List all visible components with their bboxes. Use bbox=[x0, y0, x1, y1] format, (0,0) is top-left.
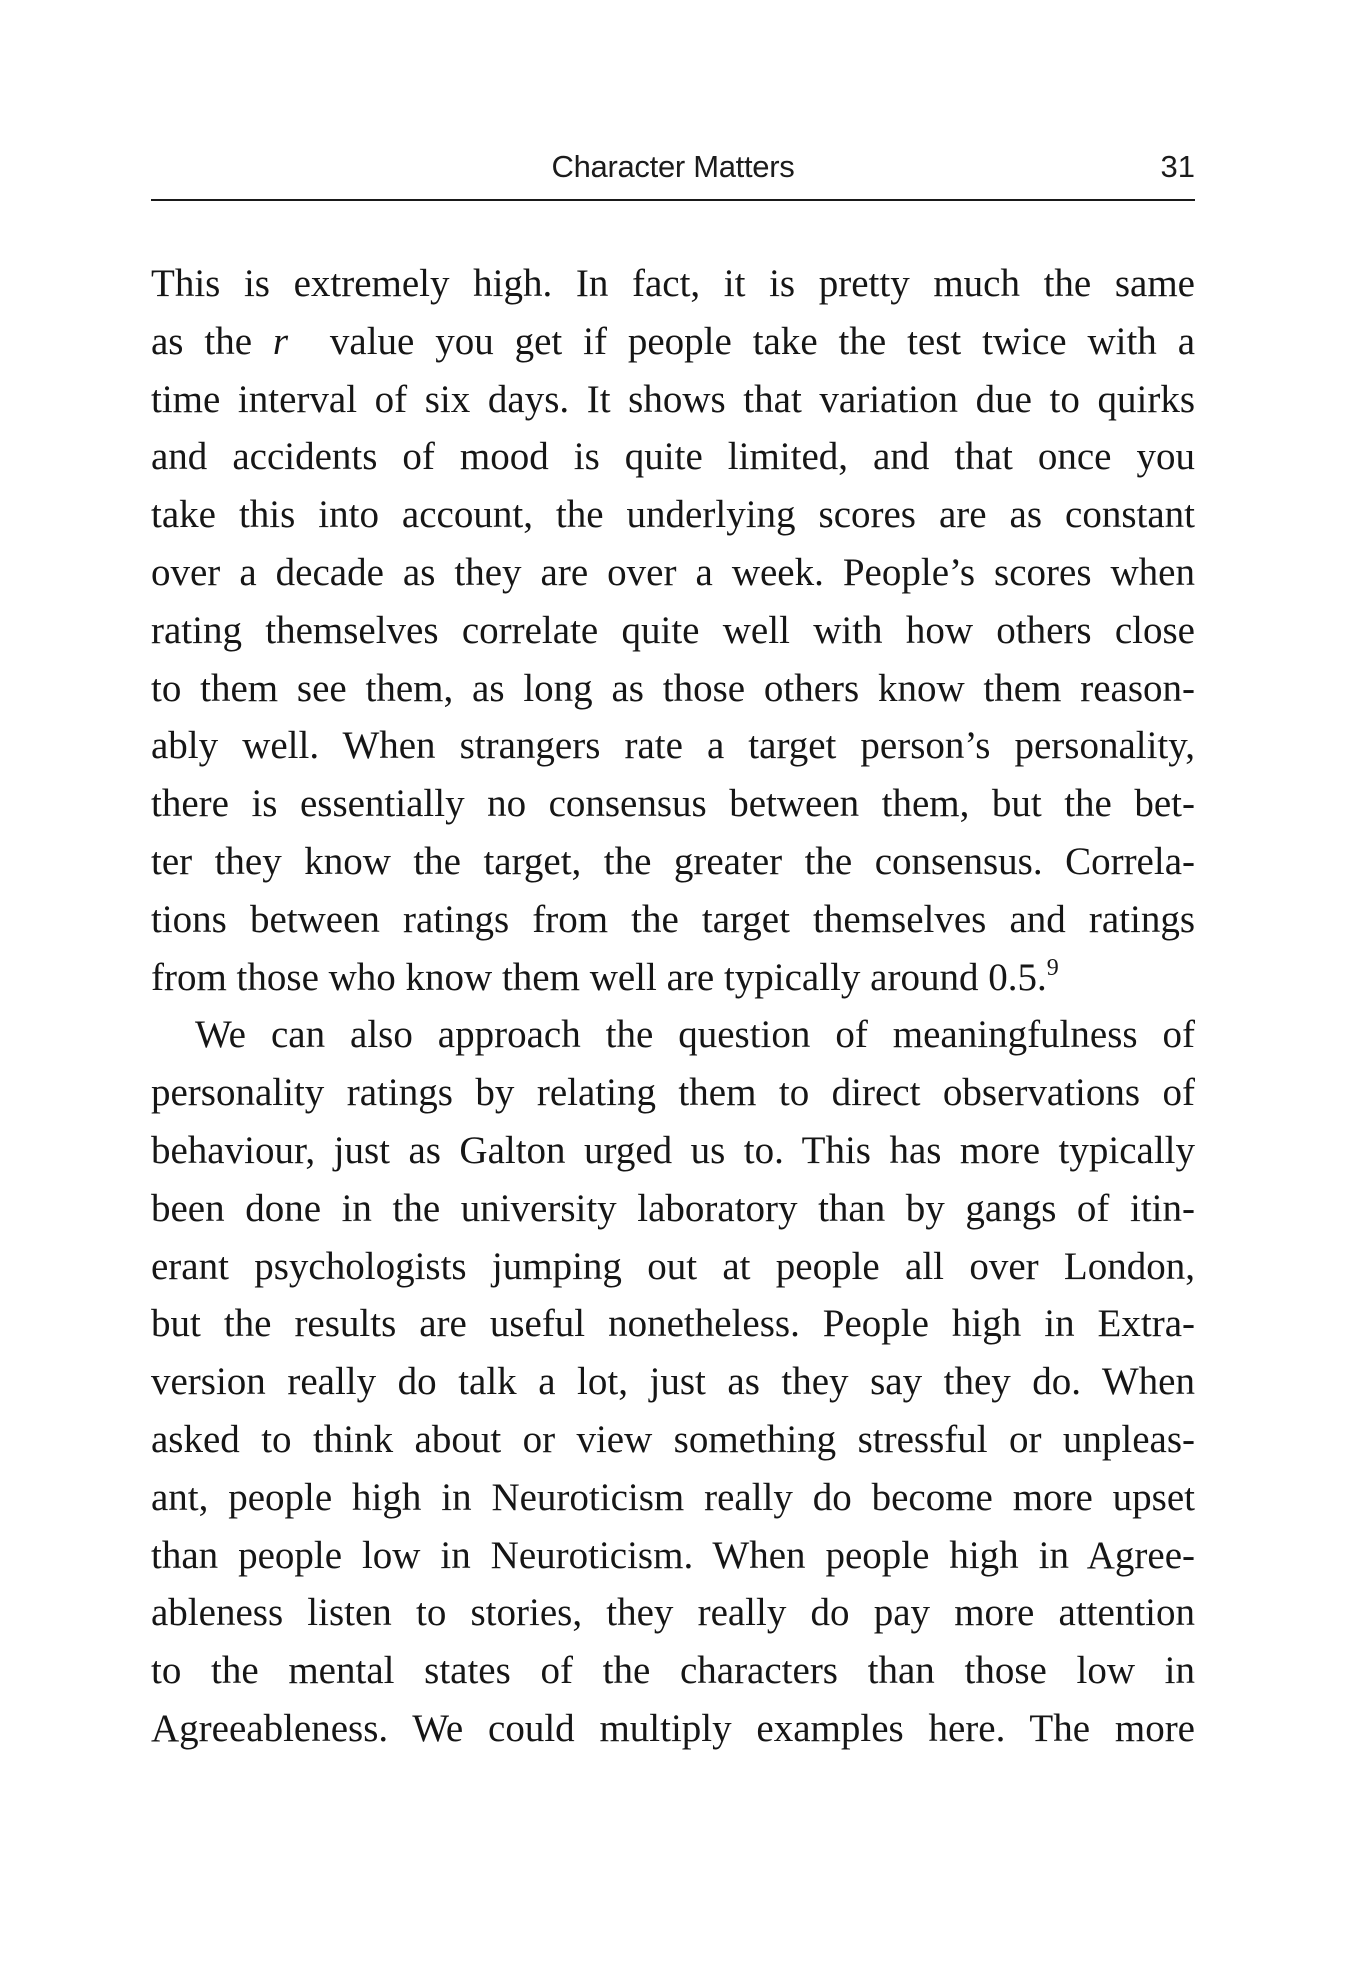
text-line: take this into account, the underlying scores are as constant bbox=[151, 493, 1195, 537]
text-line: ableness listen to stories, they really do pay more attention bbox=[151, 1591, 1195, 1635]
text-line: tions between ratings from the target themselves and ratings bbox=[151, 897, 1195, 941]
text-line bbox=[151, 313, 1195, 371]
text-line: ter they know the target, the greater the consensus. Correla- bbox=[151, 839, 1195, 883]
text-line: This is extremely high. In fact, it is pretty much the same bbox=[151, 262, 1195, 305]
text-line: version really do talk a lot, just as they say they do. When bbox=[151, 1360, 1195, 1404]
running-title: Character Matters bbox=[551, 149, 795, 184]
text-fragment: as the bbox=[151, 319, 253, 363]
text-line: ant, people high in Neuroticism really do become more upset bbox=[151, 1475, 1195, 1519]
text-line: there is essentially no consensus between them, but the bet- bbox=[151, 782, 1195, 826]
text-line: rating themselves correlate quite well with how others close bbox=[151, 608, 1195, 652]
text-line: asked to think about or view something stressful or unpleas- bbox=[151, 1417, 1195, 1461]
text-line: but the results are useful nonetheless. People high in Extra- bbox=[151, 1302, 1195, 1346]
text-line: to the mental states of the characters than those low in bbox=[151, 1649, 1195, 1693]
text-line: Agreeableness. We could multiply examples here. The more bbox=[151, 1706, 1195, 1750]
text-fragment: from those who know them well are typically around 0.5. bbox=[151, 955, 1047, 999]
text-line: been done in the university laboratory than by gangs of itin- bbox=[151, 1186, 1195, 1230]
text-line bbox=[151, 949, 1195, 1007]
text-line: time interval of six days. It shows that variation due to quirks bbox=[151, 377, 1195, 421]
text-line: over a decade as they are over a week. People’s scores when bbox=[151, 550, 1195, 594]
text-line: and accidents of mood is quite limited, and that once you bbox=[151, 435, 1195, 479]
text-line: erant psychologists jumping out at people all over London, bbox=[151, 1244, 1195, 1288]
paragraph-1 bbox=[151, 255, 1195, 1006]
body-text bbox=[151, 255, 1195, 1758]
r-variable: r bbox=[272, 319, 289, 363]
text-line: to them see them, as long as those others know them reason- bbox=[151, 666, 1195, 710]
footnote-reference[interactable]: 9 bbox=[1046, 954, 1059, 981]
text-fragment: value you get if people take the test twice with a bbox=[329, 319, 1196, 363]
text-line: behaviour, just as Galton urged us to. This has more typically bbox=[151, 1128, 1195, 1172]
paragraph-2 bbox=[151, 1006, 1195, 1757]
text-line: than people low in Neuroticism. When people high in Agree- bbox=[151, 1533, 1195, 1577]
text-line: personality ratings by relating them to direct observations of bbox=[151, 1071, 1195, 1115]
running-header bbox=[151, 143, 1195, 201]
text-line: We can also approach the question of meaningfulness of bbox=[195, 1013, 1195, 1057]
page-number: 31 bbox=[1160, 149, 1195, 184]
text-line: ably well. When strangers rate a target person’s personality, bbox=[151, 724, 1195, 768]
